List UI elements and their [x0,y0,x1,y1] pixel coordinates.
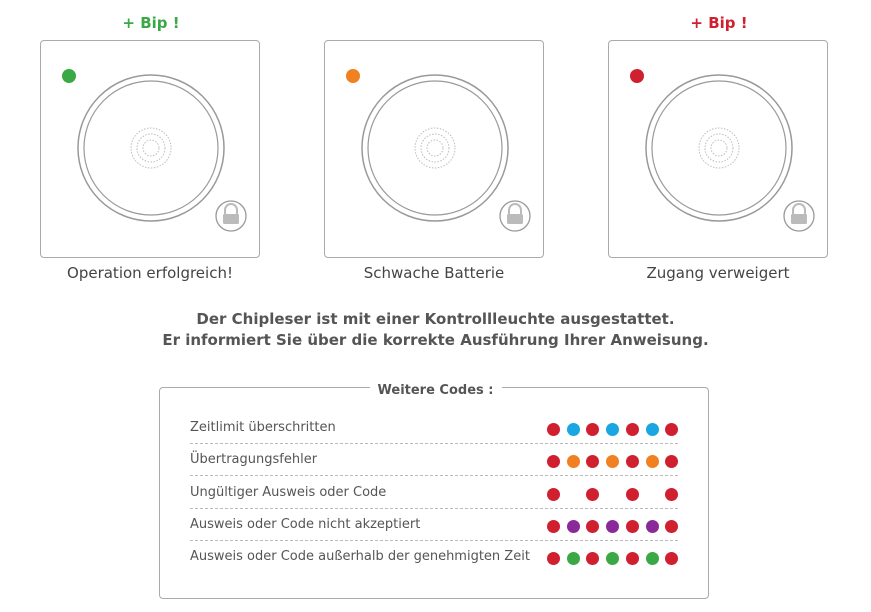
info-line-1: Der Chipleser ist mit einer Kontrollleuchte ausgestattet. [196,310,675,328]
code-dot [586,552,599,565]
row-divider [190,540,678,541]
code-dot [646,520,659,533]
code-dot [646,455,659,468]
code-dot [547,552,560,565]
code-row [190,517,678,541]
code-label: Ausweis oder Code nicht akzeptiert [190,517,421,532]
code-dot [606,423,619,436]
code-dot [567,520,580,533]
row-divider [190,508,678,509]
code-dots [547,552,681,566]
code-row [190,452,678,476]
info-line-2: Er informiert Sie über die korrekte Ausführung Ihrer Anweisung. [162,331,709,349]
code-dots [547,488,681,502]
code-row [190,420,678,444]
code-dot [646,552,659,565]
code-dot [586,455,599,468]
code-dot [567,423,580,436]
code-dot [626,488,639,501]
code-dot [547,455,560,468]
code-dot [626,423,639,436]
lock-icon [216,201,246,231]
codes-title-text: Weitere Codes : [370,383,502,398]
caption-success: Operation erfolgreich! [67,264,233,282]
code-dot [586,488,599,501]
code-dot [547,423,560,436]
caption-battery: Schwache Batterie [363,264,505,282]
code-dots [547,455,681,469]
row-divider [190,443,678,444]
code-dot [547,488,560,501]
row-divider [190,475,678,476]
code-dot [665,488,678,501]
lock-icon [784,201,814,231]
code-label: Ausweis oder Code außerhalb der genehmigten Zeit [190,549,530,564]
codes-title [0,379,871,398]
bip-label-success: + Bip ! [122,14,180,32]
reader-battery [324,40,544,258]
code-dot [606,520,619,533]
code-dot [586,423,599,436]
code-dot [626,552,639,565]
reader-success [40,40,260,258]
code-dot [586,520,599,533]
reader-ring [325,41,545,259]
code-dot [665,552,678,565]
code-dot [567,455,580,468]
code-dots [547,520,681,534]
code-dot [606,552,619,565]
code-dot [665,455,678,468]
code-dots [547,423,681,437]
code-dot [626,520,639,533]
reader-ring [609,41,829,259]
code-label: Ungültiger Ausweis oder Code [190,485,387,500]
code-label: Zeitlimit überschritten [190,420,336,435]
code-row [190,485,678,509]
caption-denied: Zugang verweigert [646,264,790,282]
code-dot [567,552,580,565]
code-dot [646,423,659,436]
code-dot [547,520,560,533]
reader-ring [41,41,261,259]
code-dot [606,455,619,468]
lock-icon [500,201,530,231]
bip-label-denied: + Bip ! [690,14,748,32]
code-label: Übertragungsfehler [190,452,318,467]
code-dot [626,455,639,468]
code-dot [665,423,678,436]
code-dot [665,520,678,533]
code-row [190,549,678,573]
reader-denied [608,40,828,258]
